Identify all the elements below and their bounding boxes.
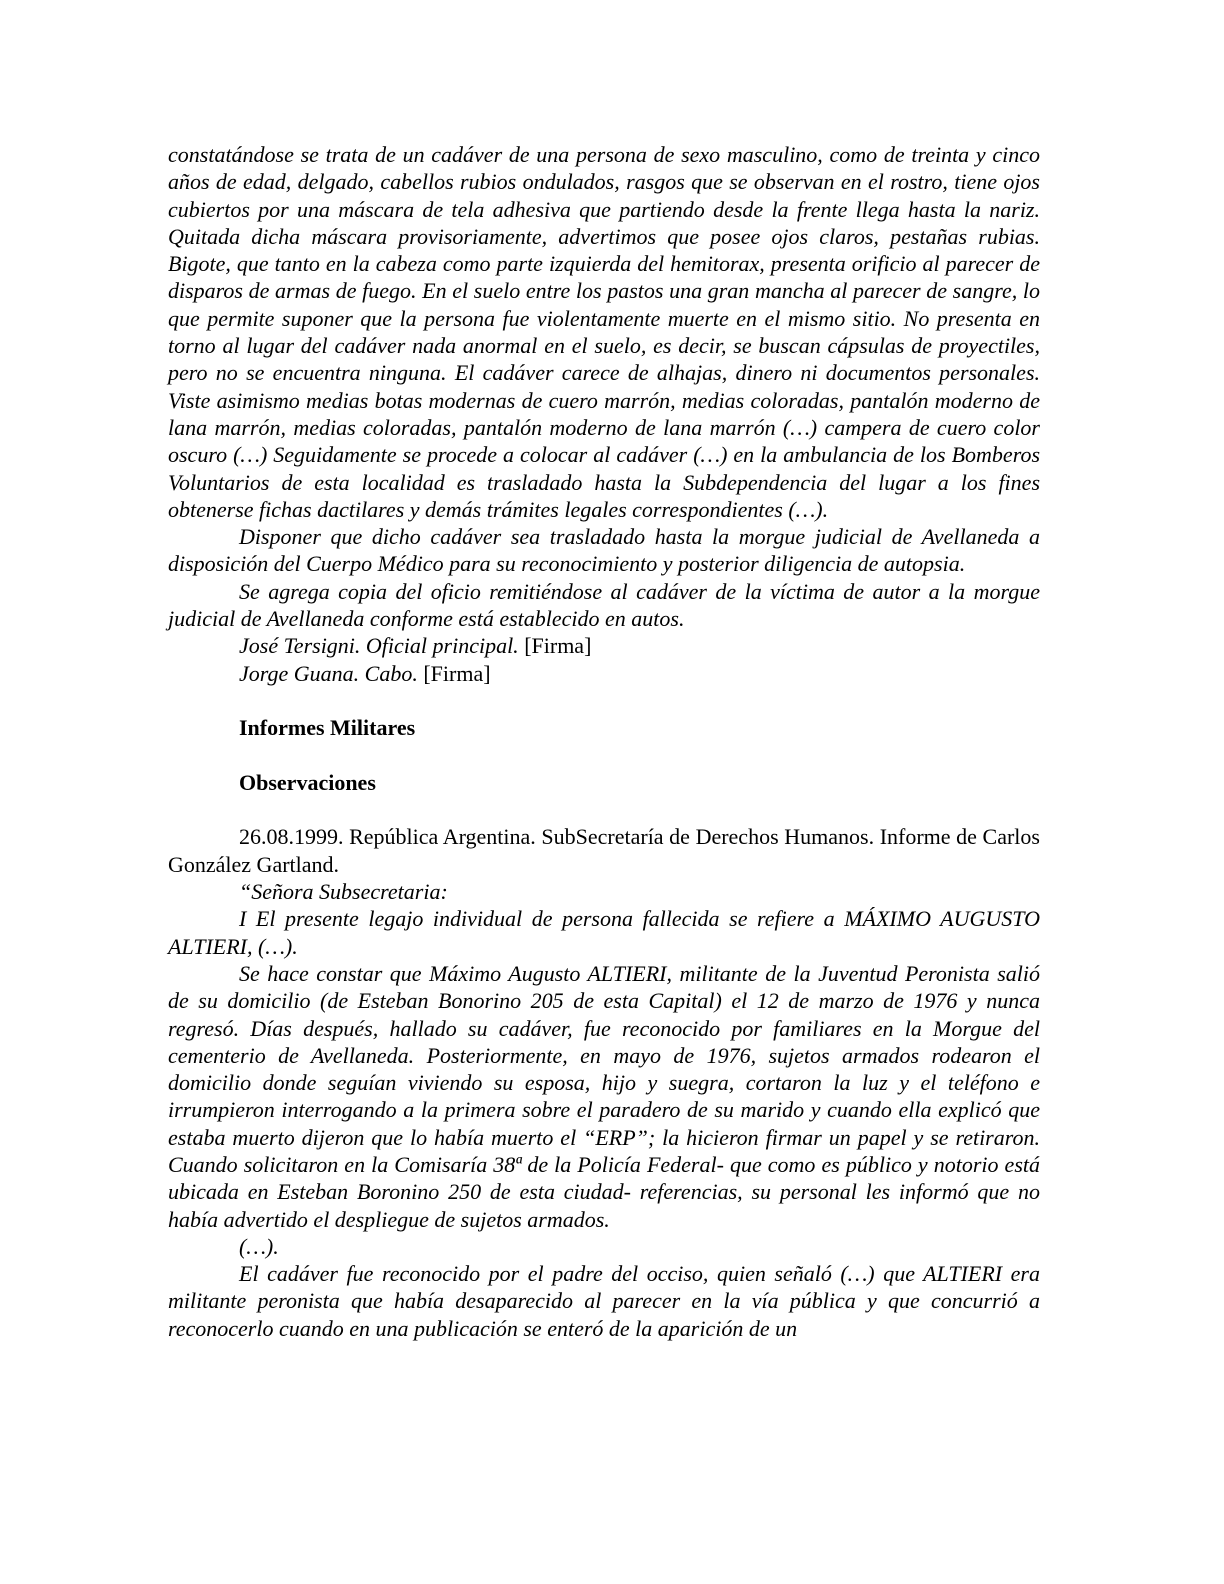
section-heading-military-reports: Informes Militares bbox=[239, 715, 416, 741]
report-salutation: “Señora Subsecretaria: bbox=[239, 879, 448, 905]
report-ellipsis: (…). bbox=[239, 1233, 279, 1259]
document-page bbox=[168, 141, 1040, 1342]
spacer bbox=[168, 687, 1040, 714]
spacer bbox=[168, 742, 1040, 769]
signature-mark: [Firma] bbox=[518, 633, 592, 659]
report-intro-paragraph: 26.08.1999. República Argentina. SubSecretaría de Derechos Humanos. Informe de Carlos González Gartland. bbox=[168, 824, 1040, 877]
report-item-2: Se hace constar que Máximo Augusto ALTIERI, militante de la Juventud Peronista salió de su domicilio (de Esteban Bonorino 205 de esta Capital) el 12 de marzo de 1976 y nunca regresó. Días después, hallado su cadáver, fue reconocido por familiares en la Morgue del cementerio de Avellaneda. Posteriormente, en mayo de 1976, sujetos armados rodearon el domicilio donde seguían viviendo su esposa, hijo y suegra, cortaron la luz y el teléfono e irrumpieron interrogando a la primera sobre el paradero de su marido y cuando ella explicó que estaba muerto dijeron que lo había muerto el “ERP”; la hicieron firmar un papel y se retiraron. Cuando solicitaron en la Comisaría 38ª de la Policía Federal- que como es público y notorio está ubicada en Esteban Boronino 250 de esta ciudad- referencias, su personal les informó que no había advertido el despliegue de sujetos armados. bbox=[168, 960, 1040, 1232]
signatory-name: José Tersigni. Oficial principal. bbox=[239, 633, 519, 659]
dispose-paragraph: Disponer que dicho cadáver sea trasladado hasta la morgue judicial de Avellaneda a disposición del Cuerpo Médico para su reconocimiento y posterior diligencia de autopsia. bbox=[168, 524, 1040, 577]
signatory-name: Jorge Guana. Cabo. bbox=[239, 660, 418, 686]
attach-paragraph: Se agrega copia del oficio remitiéndose al cadáver de la víctima de autor a la morgue judicial de Avellaneda conforme está establecido en autos. bbox=[168, 578, 1040, 632]
signature-line bbox=[168, 660, 1040, 687]
signature-mark: [Firma] bbox=[417, 660, 491, 686]
signature-line bbox=[168, 632, 1040, 659]
report-item-3: El cadáver fue reconocido por el padre del occiso, quien señaló (…) que ALTIERI era militante peronista que había desaparecido al parecer en la vía pública y que concurrió a reconocerlo cuando en una publicación se enteró de la aparición de un bbox=[168, 1261, 1040, 1341]
report-item-1: I El presente legajo individual de persona fallecida se refiere a MÁXIMO AUGUSTO ALTIERI, (…). bbox=[168, 906, 1040, 959]
autopsy-description-paragraph: constatándose se trata de un cadáver de una persona de sexo masculino, como de treinta y cinco años de edad, delgado, cabellos rubios ondulados, rasgos que se observan en el rostro, tiene ojos cubiertos por una máscara de tela adhesiva que partiendo desde la frente llega hasta la nariz. Quitada dicha máscara provisoriamente, advertimos que posee ojos claros, pestañas rubias. Bigote, que tanto en la cabeza como parte izquierda del hemitorax, presenta orificio al parecer de disparos de armas de fuego. En el suelo entre los pastos una gran mancha al parecer de sangre, lo que permite suponer que la persona fue violentamente muerte en el mismo sitio. No presenta en torno al lugar del cadáver nada anormal en el suelo, es decir, se buscan cápsulas de proyectiles, pero no se encuentra ninguna. El cadáver carece de alhajas, dinero ni documentos personales. Viste asimismo medias botas modernas de cuero marrón, medias coloradas, pantalón moderno de lana marrón, medias coloradas, pantalón moderno de lana marrón (…) campera de cuero color oscuro (…) Seguidamente se procede a colocar al cadáver (…) en la ambulancia de los Bomberos Voluntarios de esta localidad es trasladado hasta la Subdependencia del lugar a los fines obtenerse fichas dactilares y demás trámites legales correspondientes (…). bbox=[168, 142, 1040, 522]
section-heading-observations: Observaciones bbox=[239, 769, 376, 795]
spacer bbox=[168, 796, 1040, 823]
